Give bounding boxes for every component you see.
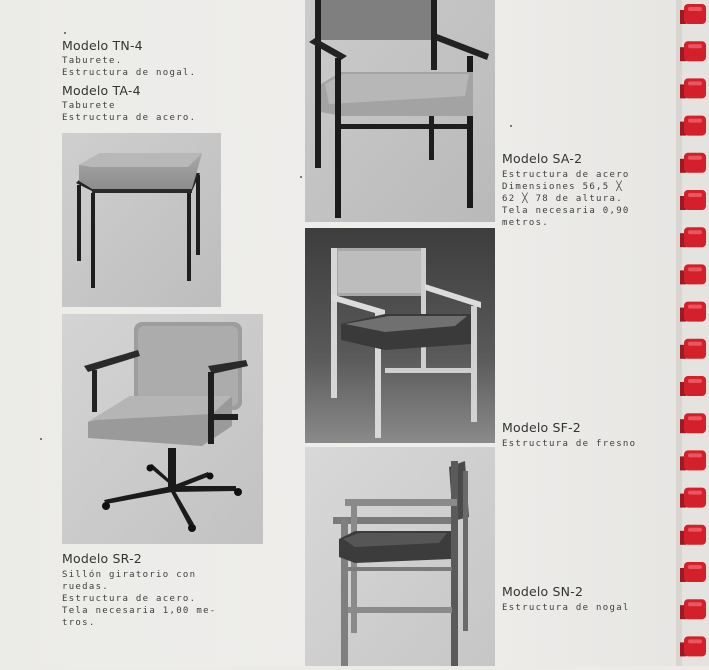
model-tn4-line-2: Estructura de nogal. — [62, 68, 197, 78]
photo-ash-armchair — [305, 228, 495, 443]
photo-steel-armchair — [305, 0, 495, 222]
model-sr2-line-4: Tela necesaria 1,00 me- — [62, 606, 217, 616]
model-sr2-title: Modelo SR-2 — [62, 551, 142, 566]
model-sr2-line-3: Estructura de acero. — [62, 594, 197, 604]
model-sr2-line-5: tros. — [62, 618, 96, 628]
model-sr2-line-1: Sillón giratorio con — [62, 570, 197, 580]
model-sn2-title: Modelo SN-2 — [502, 584, 584, 599]
photo-walnut-armchair — [305, 447, 495, 666]
model-tn4-line-1: Taburete. — [62, 56, 123, 66]
print-speck — [300, 176, 302, 178]
model-sa2-line-5: metros. — [502, 218, 550, 228]
print-speck — [64, 32, 66, 34]
model-ta4-line-2: Estructura de acero. — [62, 113, 197, 123]
model-ta4-title: Modelo TA-4 — [62, 83, 141, 98]
model-sa2-line-1: Estructura de acero — [502, 170, 630, 180]
model-ta4-line-1: Taburete — [62, 101, 116, 111]
print-speck — [510, 125, 512, 127]
print-speck — [40, 438, 42, 440]
model-sn2-line-1: Estructura de nogal — [502, 603, 630, 613]
model-sa2-line-2: Dimensiones 56,5 ╳ — [502, 182, 623, 192]
model-sf2-line-1: Estructura de fresno — [502, 439, 637, 449]
model-sa2-title: Modelo SA-2 — [502, 151, 583, 166]
model-tn4-title: Modelo TN-4 — [62, 38, 143, 53]
photo-swivel-chair — [62, 314, 263, 544]
model-sf2-title: Modelo SF-2 — [502, 420, 581, 435]
model-sa2-line-4: Tela necesaria 0,90 — [502, 206, 630, 216]
model-sa2-line-3: 62 ╳ 78 de altura. — [502, 194, 623, 204]
model-sr2-line-2: ruedas. — [62, 582, 110, 592]
photo-stool — [62, 133, 221, 307]
spiral-binding — [676, 0, 709, 666]
